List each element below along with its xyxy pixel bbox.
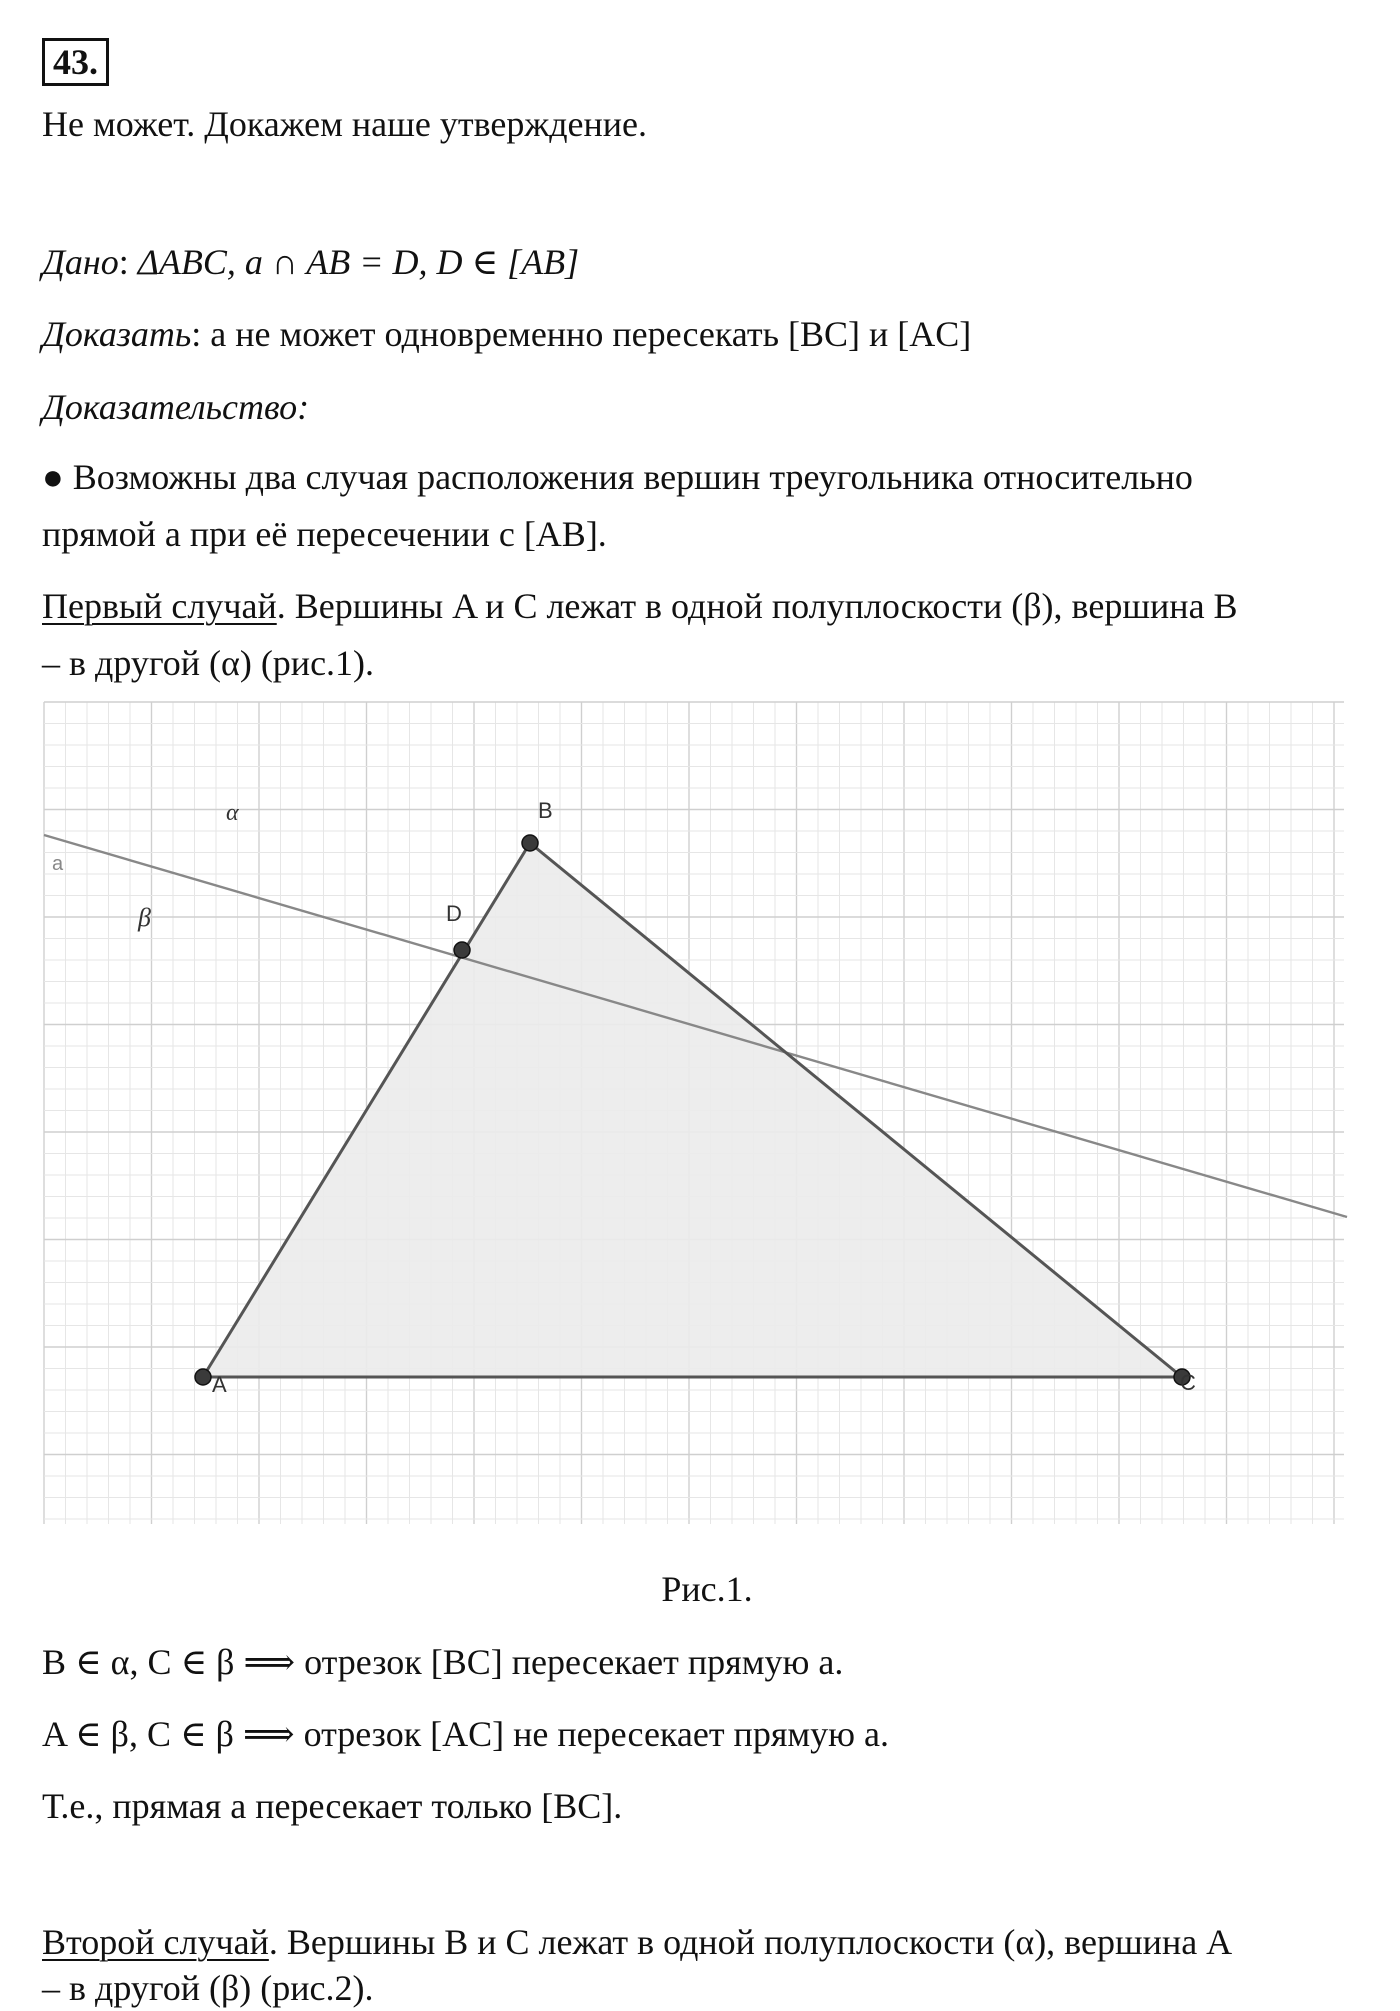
bullet-line-1: ● Возможны два случая расположения вершин треугольника относительно [42, 457, 1193, 497]
case1-line-2: – в другой (α) (рис.1). [42, 643, 375, 683]
intro-text: Не может. Докажем наше утверждение. [42, 104, 648, 144]
conclusion-1: B ∈ α, C ∈ β ⟹ отрезок [BC] пересекает прямую a. [42, 1642, 844, 1682]
case2-line-2: – в другой (β) (рис.2). [42, 1968, 374, 2008]
case2-line-1 [42, 1920, 1232, 1964]
conclusion-3: Т.е., прямая a пересекает только [BC]. [42, 1786, 623, 1826]
given-label: Дано [42, 242, 119, 282]
label-line-a: a [52, 853, 64, 875]
prove-label: Доказать [42, 314, 192, 354]
case1-text: . Вершины A и C лежат в одной полуплоскости (β), вершина B [276, 586, 1238, 626]
case1-title: Первый случай [42, 586, 277, 626]
label-alpha: α [226, 800, 239, 826]
label-c: C [1180, 1370, 1196, 1395]
figure-1 [42, 700, 1352, 1540]
problem-number: 43. [42, 38, 109, 86]
prove-text: a не может одновременно пересекать [BC] и [AC] [210, 314, 972, 354]
case2-text: . Вершины B и C лежат в одной полуплоскости (α), вершина A [268, 1922, 1233, 1962]
label-a: A [212, 1372, 227, 1397]
given-line: Дано: ΔABC, a ∩ AB = D, D ∈ [AB] [42, 242, 580, 282]
conclusion-2: A ∈ β, C ∈ β ⟹ отрезок [AC] не пересекает прямую a. [42, 1714, 890, 1754]
point-a [195, 1369, 211, 1385]
bullet-line-2: прямой a при её пересечении с [AB]. [42, 514, 607, 554]
label-beta: β [138, 903, 151, 932]
case2-title: Второй случай [42, 1922, 269, 1962]
label-b: B [538, 798, 553, 823]
case1-line-1 [42, 584, 1238, 628]
point-b [522, 835, 538, 851]
label-d: D [446, 901, 462, 926]
proof-label: Доказательство: [42, 387, 310, 427]
point-d [454, 942, 470, 958]
given-text: ΔABC, a ∩ AB = D, D ∈ [AB] [137, 242, 580, 282]
prove-line: Доказать: a не может одновременно пересекать [BC] и [AC] [42, 314, 972, 354]
figure-1-caption: Рис.1. [661, 1569, 753, 1609]
